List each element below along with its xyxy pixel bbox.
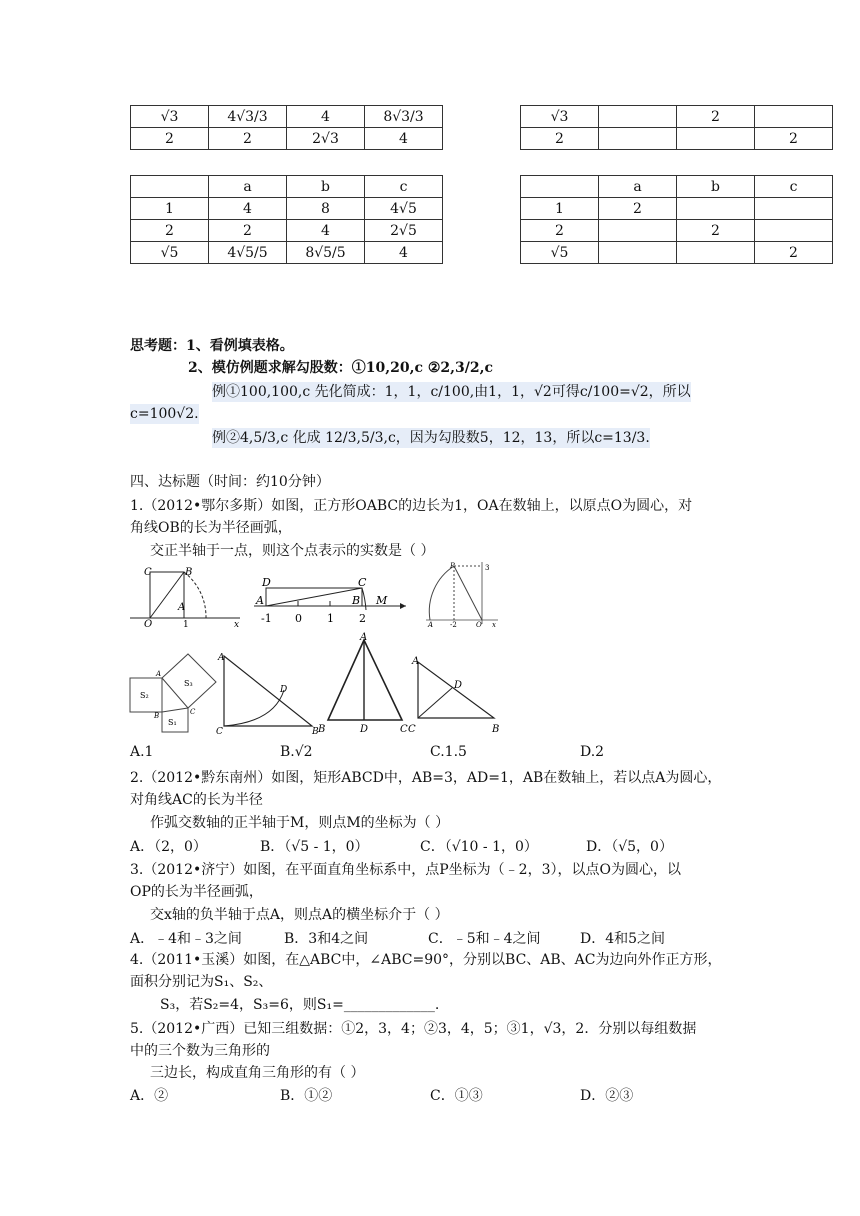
figure-square-number-line [128, 562, 244, 628]
table-cell: 2 [521, 128, 599, 150]
table-4 [520, 175, 833, 264]
table-row [521, 242, 833, 264]
fig2-label-d: D [262, 576, 271, 589]
q3-line-3: 交x轴的负半轴于点A，则点A的横坐标介于（ ） [150, 907, 449, 923]
figure-coordinate-arc [424, 560, 500, 628]
table-cell [755, 198, 833, 220]
table-cell: 8 [287, 198, 365, 220]
table-cell: 8√5/5 [287, 242, 365, 264]
table-cell: 4 [365, 242, 443, 264]
table-cell [755, 106, 833, 128]
q2-line-3: 作弧交数轴的正半轴于M，则点M的坐标为（ ） [150, 815, 450, 831]
fig2-tick-minus1: -1 [261, 612, 272, 625]
figure-three-squares [126, 650, 220, 736]
table-cell: b [677, 176, 755, 198]
table-cell: 2 [131, 128, 209, 150]
table-cell: 4 [365, 128, 443, 150]
think-line-1: 思考题：1、看例填表格。 [130, 338, 294, 354]
table-cell [599, 242, 677, 264]
q5-line-2: 中的三个数为三角形的 [130, 1043, 270, 1059]
think-line-4: c=100√2. [130, 406, 199, 422]
fig4-label-b: B [154, 712, 160, 720]
q1-option-a: A.1 [130, 744, 154, 760]
table-row [521, 106, 833, 128]
q1-line-3: 交正半轴于一点，则这个点表示的实数是（ ） [150, 543, 435, 559]
q3-option-d: D．4和5之间 [580, 931, 666, 947]
fig5-label-b: B [312, 727, 319, 736]
figure-rectangle-number-line [250, 564, 412, 628]
fig3-label-p: P [450, 562, 455, 570]
table-cell: 4√5/5 [209, 242, 287, 264]
table-cell: 2 [677, 106, 755, 128]
table-cell: 8√3/3 [365, 106, 443, 128]
table-row [131, 198, 443, 220]
table-cell [755, 220, 833, 242]
fig1-label-c: C [144, 567, 152, 578]
fig4-label-s2: S₂ [140, 691, 149, 700]
table-cell: √5 [521, 242, 599, 264]
table-row [521, 220, 833, 242]
fig4-label-s3: S₃ [184, 679, 193, 688]
q1-line-2: 角线OB的长为半径画弧， [130, 520, 292, 536]
fig5-label-a: A [218, 653, 225, 663]
q5-option-c: C．①③ [430, 1088, 483, 1104]
q3-option-c: C．﹣5和﹣4之间 [428, 931, 541, 947]
q2-option-c: C．（√10 - 1，0） [420, 839, 538, 855]
table-cell: 1 [131, 198, 209, 220]
fig5-label-d: D [280, 685, 288, 695]
table-cell: 2 [209, 220, 287, 242]
fig4-label-a: A [156, 670, 162, 678]
table-cell: 2√5 [365, 220, 443, 242]
fig7-label-b: B [492, 724, 500, 735]
table-cell: 2 [521, 220, 599, 242]
q4-line-2: 面积分别记为S₁、S₂、 [130, 974, 273, 990]
table-cell: 2 [755, 242, 833, 264]
table-cell: 1 [521, 198, 599, 220]
table-cell: 2 [599, 198, 677, 220]
think-line-3: 例①100,100,c 先化简成：1，1，c/100,由1，1，√2可得c/100=√2，所以 [212, 384, 691, 400]
table-cell [677, 242, 755, 264]
table-cell: 4√5 [365, 198, 443, 220]
think-line-5: 例②4,5/3,c 化成 12/3,5/3,c，因为勾股数5，12，13，所以c=13/3. [212, 430, 650, 446]
table-row [131, 128, 443, 150]
q4-line-3: S₃，若S₂=4，S₃=6，则S₁=_____________. [160, 997, 440, 1013]
table-cell: 2 [677, 220, 755, 242]
q5-line-3: 三边长，构成直角三角形的有（ ） [150, 1065, 365, 1081]
table-cell: a [599, 176, 677, 198]
table-cell [521, 176, 599, 198]
fig3-label-o: O [476, 621, 482, 628]
q1-line-1: 1.（2012•鄂尔多斯）如图，正方形OABC的边长为1，OA在数轴上，以原点O为圆心，对 [130, 498, 693, 514]
fig1-label-x: x [234, 620, 240, 628]
fig1-label-one: 1 [183, 620, 189, 628]
table-cell [677, 198, 755, 220]
fig4-label-c: C [190, 708, 196, 716]
fig2-label-c: C [358, 576, 367, 589]
fig2-label-a: A [256, 594, 264, 607]
table-cell: 2√3 [287, 128, 365, 150]
table-cell [677, 128, 755, 150]
table-cell: b [287, 176, 365, 198]
q2-option-b: B．（√5 - 1，0） [260, 839, 369, 855]
fig1-label-o: O [144, 619, 153, 628]
section-title: 四、达标题（时间：约10分钟） [130, 474, 330, 490]
figure-right-triangle-altitude [406, 654, 502, 736]
table-cell [599, 128, 677, 150]
fig1-label-b: B [185, 567, 193, 578]
figure-triangle-arc [214, 650, 326, 736]
fig5-label-c: C [216, 727, 223, 736]
table-cell: 4 [209, 198, 287, 220]
fig3-label-minus2: -2 [450, 621, 457, 628]
fig6-label-b: B [318, 724, 326, 735]
table-row [521, 198, 833, 220]
q5-option-b: B．①② [280, 1088, 333, 1104]
think-line-2: 2、模仿例题求解勾股数：①10,20,c ②2,3/2,c [188, 360, 494, 376]
table-cell: √3 [131, 106, 209, 128]
q2-line-2: 对角线AC的长为半径 [130, 792, 263, 808]
q1-option-d: D.2 [580, 744, 605, 760]
q2-line-1: 2.（2012•黔东南州）如图，矩形ABCD中，AB=3，AD=1，AB在数轴上，若以点A为圆心， [130, 770, 722, 786]
table-cell: c [365, 176, 443, 198]
q3-option-b: B．3和4之间 [284, 931, 369, 947]
table-row [131, 106, 443, 128]
fig2-label-m: M [376, 594, 388, 607]
fig3-label-3: 3 [485, 564, 490, 572]
q3-option-a: A．﹣4和﹣3之间 [130, 931, 242, 947]
figure-isosceles-triangle [318, 632, 414, 736]
fig6-label-c: C [400, 724, 408, 735]
table-cell: 4√3/3 [209, 106, 287, 128]
fig3-label-x: x [492, 621, 496, 628]
table-cell: c [755, 176, 833, 198]
q2-option-a: A．（2，0） [130, 839, 207, 855]
table-cell: 4 [287, 106, 365, 128]
table-3 [130, 175, 443, 264]
table-2 [520, 105, 833, 150]
q1-option-b: B.√2 [280, 744, 313, 760]
table-1 [130, 105, 443, 150]
fig2-tick-1: 1 [327, 612, 334, 625]
q5-option-d: D．②③ [580, 1088, 634, 1104]
table-row [131, 176, 443, 198]
table-cell: 4 [287, 220, 365, 242]
fig7-label-d: D [454, 680, 463, 691]
q4-line-1: 4.（2011•玉溪）如图，在△ABC中，∠ABC=90°，分别以BC、AB、AC为边向外作正方形， [130, 952, 722, 968]
fig6-label-d: D [360, 724, 369, 735]
table-cell: a [209, 176, 287, 198]
table-cell: 2 [755, 128, 833, 150]
q5-option-a: A．② [130, 1088, 169, 1104]
fig4-label-s1: S₁ [168, 718, 177, 727]
q1-option-c: C.1.5 [430, 744, 467, 760]
fig2-tick-2: 2 [359, 612, 366, 625]
table-cell: √5 [131, 242, 209, 264]
q3-line-2: OP的长为半径画弧， [130, 884, 263, 900]
table-row [131, 242, 443, 264]
table-cell [131, 176, 209, 198]
fig7-label-a: A [412, 656, 420, 667]
table-cell [599, 220, 677, 242]
table-cell: 2 [131, 220, 209, 242]
table-cell: √3 [521, 106, 599, 128]
table-cell: 2 [209, 128, 287, 150]
table-cell [599, 106, 677, 128]
table-row [521, 128, 833, 150]
fig6-label-a: A [360, 632, 368, 643]
q3-line-1: 3.（2012•济宁）如图，在平面直角坐标系中，点P坐标为（﹣2，3），以点O为圆心，以 [130, 862, 681, 878]
q5-line-1: 5.（2012•广西）已知三组数据：①2，3，4；②3，4，5；③1，√3，2．分别以每组数据 [130, 1021, 697, 1037]
fig1-label-a: A [178, 602, 186, 613]
fig7-label-c: C [408, 724, 416, 735]
q2-option-d: D．（√5，0） [586, 839, 673, 855]
fig3-label-a: A [428, 621, 434, 628]
table-row [131, 220, 443, 242]
fig2-tick-0: 0 [295, 612, 302, 625]
fig2-label-b: B [352, 594, 361, 607]
table-row [521, 176, 833, 198]
